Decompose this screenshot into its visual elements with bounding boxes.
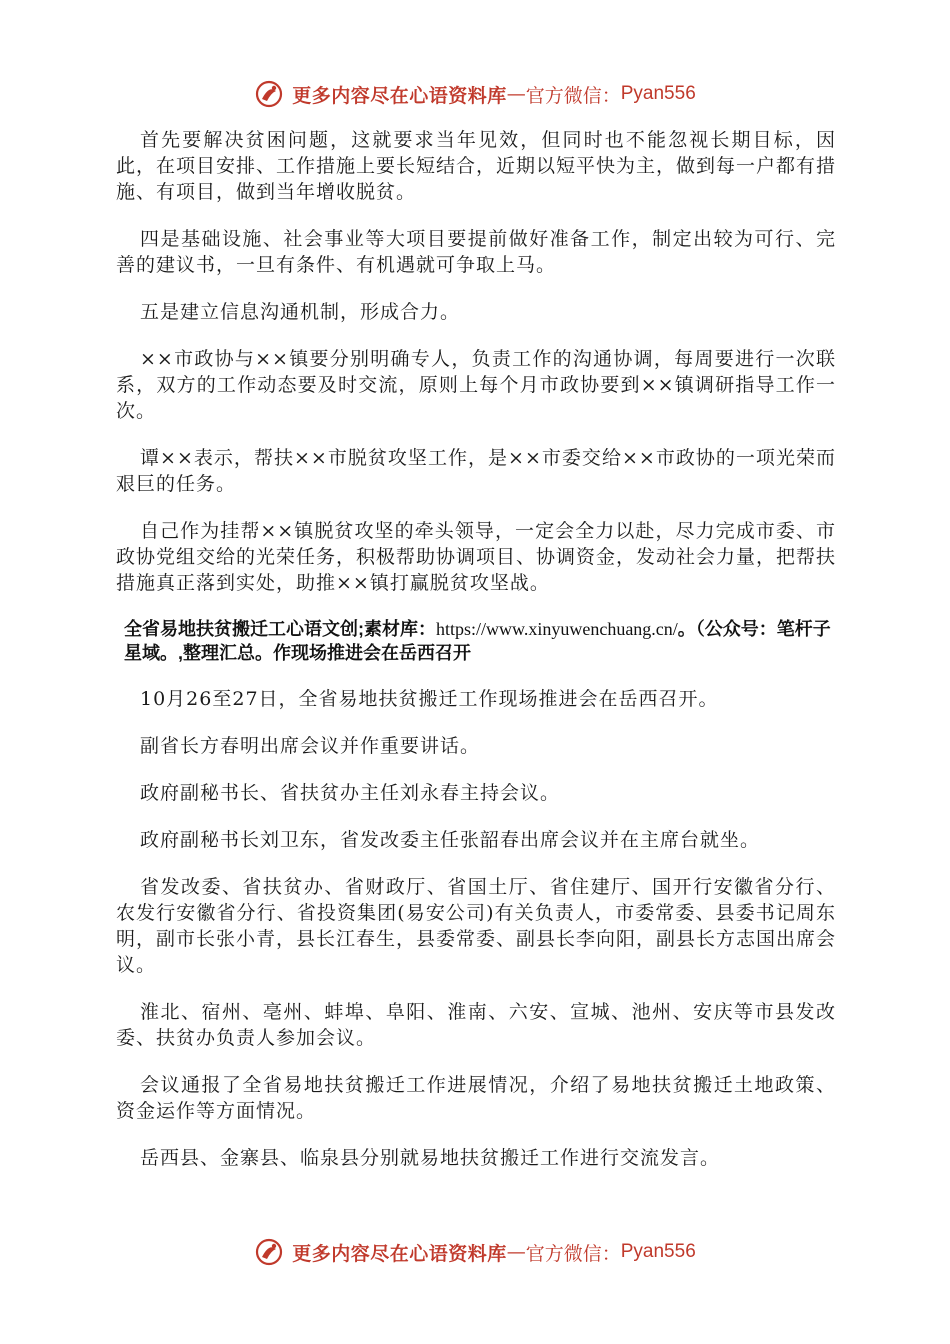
paragraph: ××市政协与××镇要分别明确专人，负责工作的沟通协调，每周要进行一次联系，双方的工作动态要及时交流，原则上每个月市政协要到××镇调研指导工作一次。 (116, 348, 836, 422)
paragraph: 政府副秘书长、省扶贫办主任刘永春主持会议。 (140, 782, 561, 804)
watermark-brand: 更多内容尽在心语资料库 (292, 84, 507, 107)
paragraph: 会议通报了全省易地扶贫搬迁工作进展情况，介绍了易地扶贫搬迁土地政策、资金运作等方面情况。 (116, 1074, 836, 1122)
heading-text: 。（公众号：笔杆子星域。,整理汇总。作现场推进会在岳西召开 (124, 619, 831, 663)
paragraph: 谭××表示，帮扶××市脱贫攻坚工作，是××市委交给××市政协的一项光荣而艰巨的任务。 (116, 447, 836, 495)
watermark-dash: — (506, 83, 526, 105)
paragraph: 10月26至27日，全省易地扶贫搬迁工作现场推进会在岳西召开。 (140, 688, 719, 710)
heading-url: https://www.xinyuwenchuang.cn/ (436, 619, 678, 639)
heading-text: 全省易地扶贫搬迁工心语文创;素材库： (124, 619, 436, 639)
watermark-id: Pyan556 (620, 83, 696, 104)
watermark-brand: 更多内容尽在心语资料库 (292, 1242, 507, 1265)
paragraph: 副省长方春明出席会议并作重要讲话。 (140, 735, 481, 757)
paragraph: 岳西县、金寨县、临泉县分别就易地扶贫搬迁工作进行交流发言。 (140, 1147, 721, 1169)
footer-watermark (0, 1232, 950, 1272)
document-body (116, 127, 836, 1192)
paragraph: 首先要解决贫困问题，这就要求当年见效，但同时也不能忽视长期目标，因此，在项目安排、工作措施上要长短结合，近期以短平快为主，做到每一户都有措施、有项目，做到当年增收脱贫。 (116, 129, 837, 203)
watermark-label: 官方微信： (525, 1242, 621, 1265)
logo-emblem-icon (254, 79, 284, 109)
paragraph: 淮北、宿州、亳州、蚌埠、阜阳、淮南、六安、宣城、池州、安庆等市县发改委、扶贫办负责人参加会议。 (116, 1001, 836, 1049)
paragraph: 五是建立信息沟通机制，形成合力。 (140, 301, 461, 323)
watermark-dash: — (506, 1241, 526, 1263)
logo-emblem-icon (254, 1237, 284, 1267)
section-heading (116, 617, 836, 665)
watermark-id: Pyan556 (620, 1241, 696, 1262)
paragraph: 省发改委、省扶贫办、省财政厅、省国土厅、省住建厅、国开行安徽省分行、农发行安徽省分行、省投资集团(易安公司)有关负责人，市委常委、县委书记周东明，副市长张小青，县长江春生，县委常委、副县长李向阳，副县长方志国出席会议。 (116, 876, 837, 976)
paragraph: 自己作为挂帮××镇脱贫攻坚的牵头领导，一定会全力以赴，尽力完成市委、市政协党组交给的光荣任务，积极帮助协调项目、协调资金，发动社会力量，把帮扶措施真正落到实处，助推××镇打赢脱贫攻坚战。 (116, 520, 837, 594)
paragraph: 四是基础设施、社会事业等大项目要提前做好准备工作，制定出较为可行、完善的建议书，一旦有条件、有机遇就可争取上马。 (116, 228, 836, 276)
paragraph: 政府副秘书长刘卫东，省发改委主任张韶春出席会议并在主席台就坐。 (140, 829, 761, 851)
watermark-label: 官方微信： (525, 84, 621, 107)
header-watermark (0, 74, 950, 114)
